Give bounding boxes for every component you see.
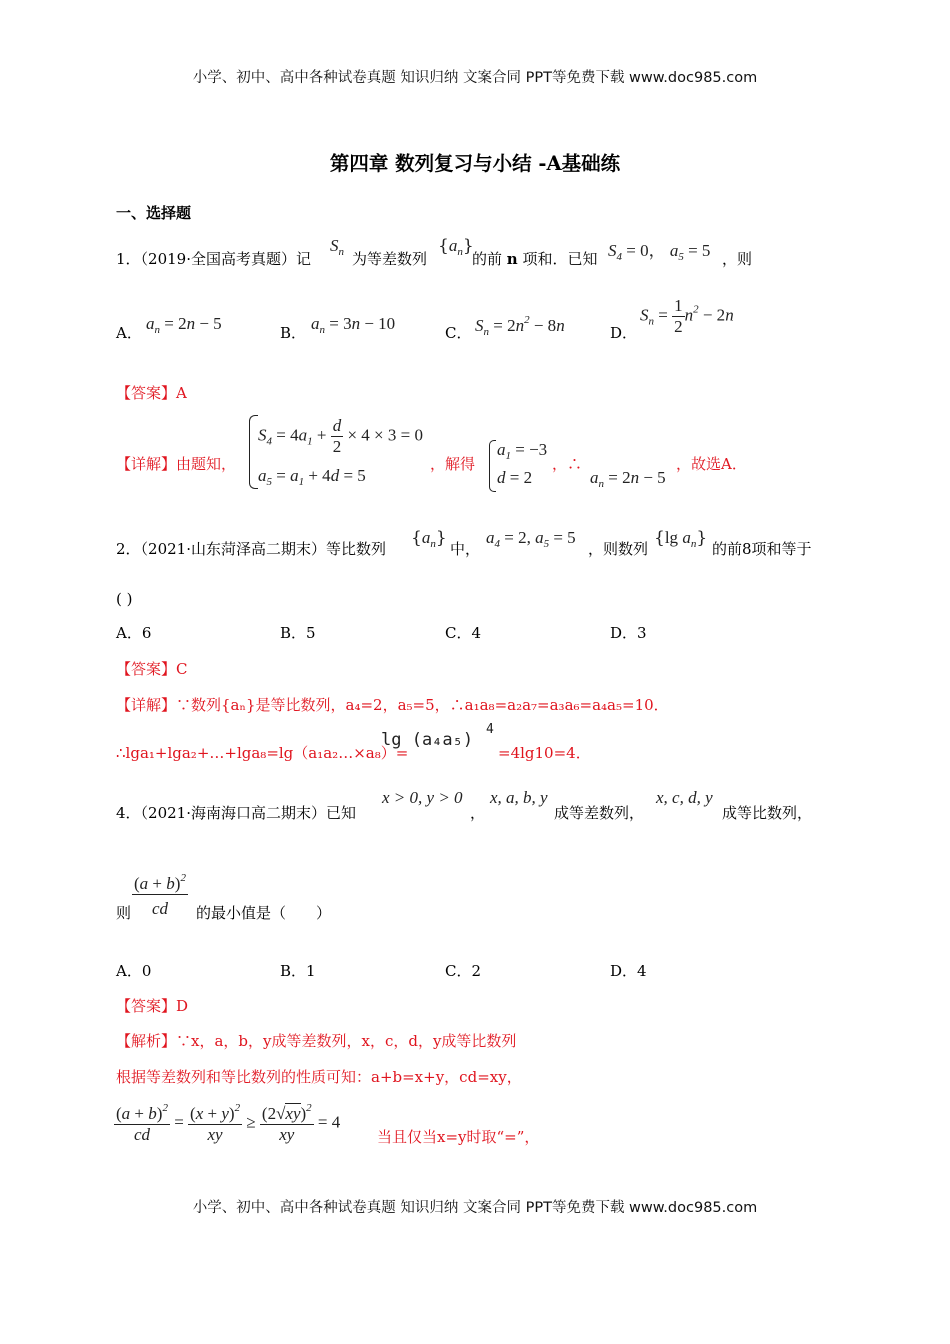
q1-an-seq: $\{a_n\}$ [438, 236, 474, 258]
q1-option-b-expr: $a_n = 3n - 10$ [311, 314, 396, 336]
q1-option-d-expr: $S_n$ = $\frac{1}{2}$ $n^2 - 2n$ [640, 296, 734, 336]
q4-option-a: A．0 [116, 962, 152, 980]
q4-inequality: $\frac{(a + b)^2}{cd}$ = $\frac{(x + y)^2}{xy}$ ≥ $\frac{(2√xy)^2}{xy}$ = 4 [116, 1102, 341, 1144]
q1-detail-mid: ，解得 [430, 455, 476, 473]
q4-line [116, 802, 356, 823]
q1-solve-d: d = 2 [497, 468, 533, 487]
q1-system-brace [249, 415, 258, 489]
q1-option-c-expr: $S_n = 2n^2 - 8n$ [475, 314, 565, 338]
page-title: 第四章 数列复习与小结 -A基础练 [329, 152, 621, 175]
q1-text-1: 为等差数列 [352, 250, 428, 268]
q1-detail-end: ，故选A． [676, 455, 747, 473]
q2-condition: $a_4 = 2$, $a_5 = 5$ [486, 528, 576, 550]
q1-text-3: ，则 [722, 250, 753, 268]
q1-system-eq2: $a_5 = a_1 + 4d = 5$ [258, 466, 366, 488]
q1-line [116, 248, 311, 269]
q2-option-b: B．5 [280, 624, 316, 642]
q1-option-b: B． [280, 324, 307, 342]
q1-detail-then: ，∴ [552, 455, 583, 473]
q2-detail-lg: lg (a₄a₅) [381, 730, 474, 750]
q2-option-a: A．6 [116, 624, 152, 642]
q1-option-c: C． [445, 324, 472, 342]
q4-text-2: 成等比数列， [722, 804, 813, 822]
section-heading: 一、选择题 [116, 204, 192, 222]
q4-cond-1: x > 0, y > 0 [382, 788, 463, 807]
q1-source: （2019·全国高考真题）记 [140, 250, 311, 268]
q2-option-d: D．3 [610, 624, 647, 642]
q1-option-a: A． [116, 324, 142, 342]
q4-source: （2021·海南海口高二期末）已知 [140, 804, 356, 822]
q2-detail-1: 【详解】∵数列{aₙ}是等比数列，a₄=2，a₅=5，∴a₁a₈=a₂a₇=a₃a₆=a₄a₅=10． [116, 696, 669, 714]
q2-answer: 【答案】C [116, 660, 188, 678]
q4-analysis-1: 【解析】∵x，a，b，y成等差数列，x，c，d，y成等比数列 [116, 1032, 517, 1050]
page-header: 小学、初中、高中各种试卷真题 知识归纳 文案合同 PPT等免费下载 www.doc985.com [192, 70, 758, 86]
q1-option-d: D． [610, 324, 638, 342]
q4-number: 4． [116, 804, 141, 822]
q2-source: （2021·山东菏泽高二期末）等比数列 [140, 540, 386, 558]
q2-line [116, 538, 386, 559]
page-footer: 小学、初中、高中各种试卷真题 知识归纳 文案合同 PPT等免费下载 www.doc985.com [192, 1200, 758, 1216]
q2-text-1: 中， [450, 540, 481, 558]
q2-text-2: ，则数列 [588, 540, 649, 558]
q2-paren: ( ) [116, 590, 133, 608]
q1-solve-brace [489, 440, 496, 492]
q2-detail-2b: =4lg10=4． [498, 744, 591, 762]
q4-option-c: C．2 [445, 962, 482, 980]
q2-lg-seq: {lg $a_n$} [654, 528, 708, 550]
q2-an-seq: $\{a_n\}$ [411, 528, 447, 550]
q4-cond-3: x, c, d, y [656, 788, 713, 807]
q1-condition: $S_4 = 0$， $a_5 = 5$ [608, 241, 711, 263]
q1-option-a-expr: $a_n = 2n - 5$ [146, 314, 222, 336]
q1-detail-label: 【详解】由题知， [116, 455, 237, 473]
q1-system-eq1: $S_4 = 4a_1$ + $\frac{d}{2}$ × 4 × 3 = 0 [258, 416, 423, 456]
q1-answer: 【答案】A [116, 384, 187, 402]
q4-then: 则 [116, 904, 132, 922]
q4-cond-2: x, a, b, y [490, 788, 548, 807]
q2-option-c: C．4 [445, 624, 482, 642]
q1-solve-a1: $a_1 = -3$ [497, 440, 548, 462]
q4-text-1: 成等差数列， [554, 804, 645, 822]
q4-answer: 【答案】D [116, 997, 189, 1015]
q4-analysis-3: 当且仅当x=y时取“=”， [377, 1128, 540, 1146]
q1-text-2: 的前 n 项和．已知 [472, 250, 598, 268]
q1-detail-result: $a_n = 2n - 5$ [590, 468, 666, 490]
q4-analysis-2: 根据等差数列和等比数列的性质可知：a+b=x+y，cd=xy， [116, 1068, 522, 1086]
q4-option-b: B．1 [280, 962, 316, 980]
q1-sn: $S_n$ [330, 236, 344, 258]
q4-fraction: $\frac{(a + b)^2}{cd}$ [134, 872, 186, 918]
q4-text-3: 的最小值是（ ） [196, 904, 332, 922]
q2-text-3: 的前8项和等于 [712, 540, 812, 558]
q2-detail-exp: 4 [486, 722, 494, 737]
q2-detail-2a: ∴lga₁+lga₂+…+lga₈=lg（a₁a₂…×a₈）= [116, 744, 409, 762]
q4-comma: ， [470, 804, 486, 822]
q2-number: 2． [116, 540, 141, 558]
q1-number: 1． [116, 250, 141, 268]
q4-option-d: D．4 [610, 962, 647, 980]
